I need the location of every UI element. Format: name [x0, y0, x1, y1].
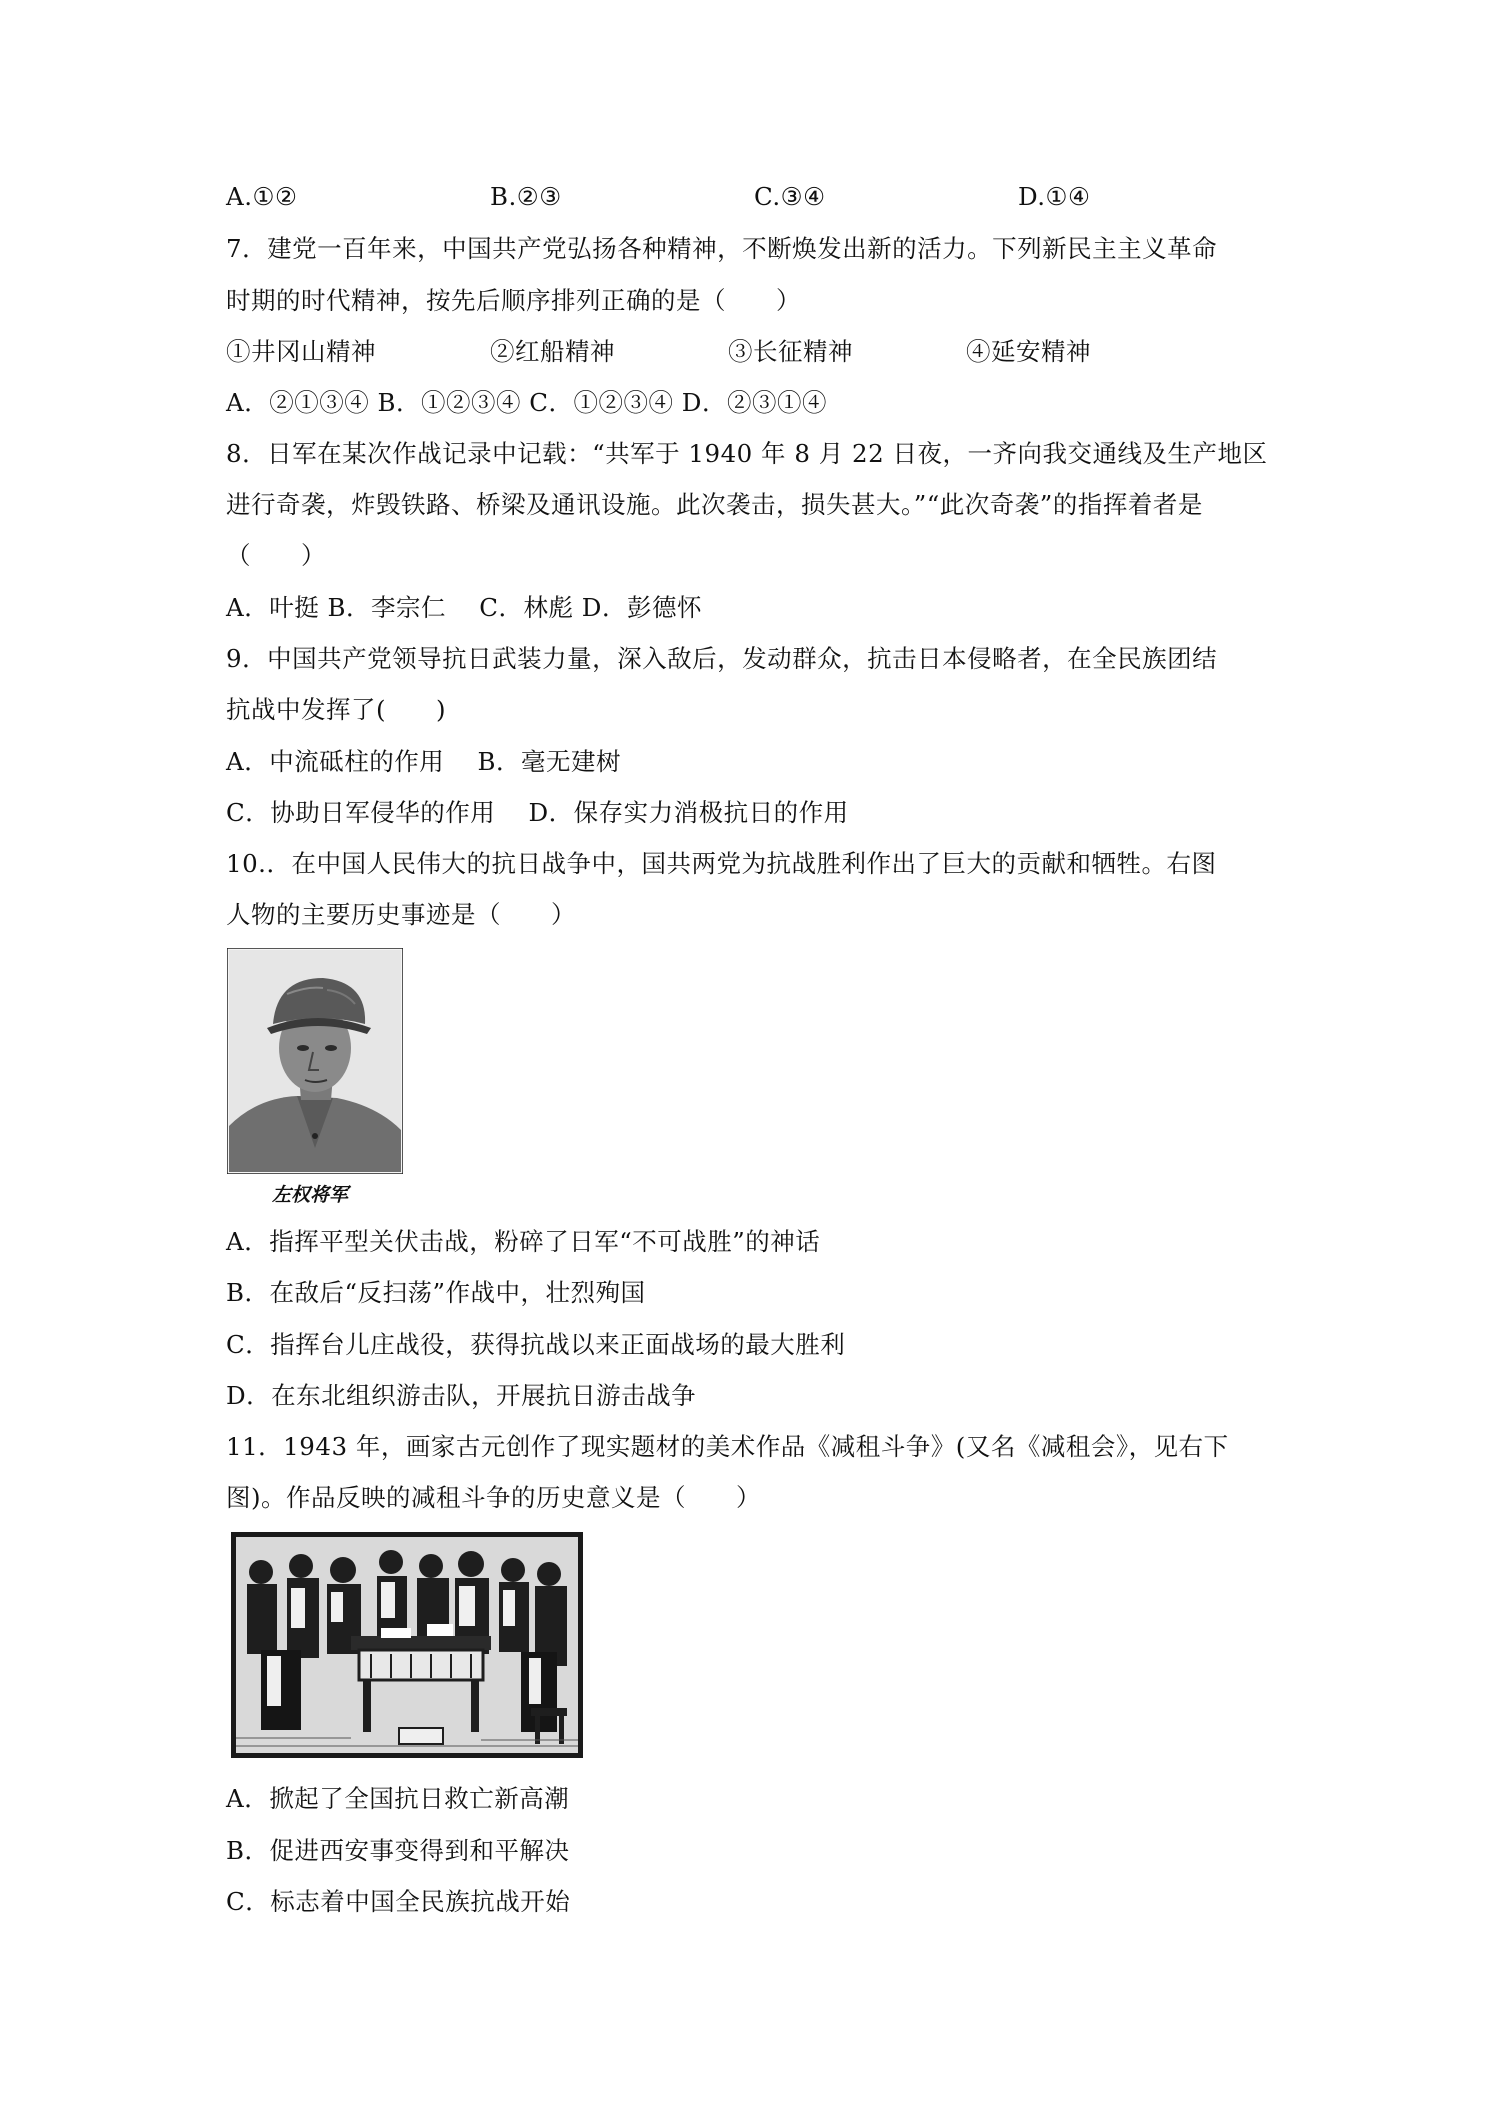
q7-item-3: ③长征精神 — [728, 337, 853, 366]
q9-stem-line-1: 9．中国共产党领导抗日武装力量，深入敌后，发动群众，抗击日本侵略者，在全民族团结 — [226, 644, 1218, 673]
q8-stem-line-1: 8．日军在某次作战记录中记载：“共军于 1940 年 8 月 22 日夜，一齐向我交通线及生产地区 — [226, 439, 1268, 468]
q7-item-2: ②红船精神 — [490, 337, 615, 366]
q10-option-d: D．在东北组织游击队，开展抗日游击战争 — [226, 1381, 697, 1410]
q10-stem-line-1: 10.．在中国人民伟大的抗日战争中，国共两党为抗战胜利作出了巨大的贡献和牺牲。右图 — [226, 849, 1217, 878]
q10-option-b: B．在敌后“反扫荡”作战中，壮烈殉国 — [226, 1278, 646, 1307]
q6-option-d: D.①④ — [1018, 182, 1091, 211]
woodcut-image — [231, 1532, 583, 1758]
q11-stem-line-1: 11．1943 年，画家古元创作了现实题材的美术作品《减租斗争》(又名《减租会》，见右下 — [226, 1432, 1229, 1461]
q10-option-c: C．指挥台儿庄战役，获得抗战以来正面战场的最大胜利 — [226, 1330, 846, 1359]
q11-stem-line-2: 图)。作品反映的减租斗争的历史意义是（ ） — [226, 1483, 762, 1512]
woodcut-print — [231, 1532, 583, 1758]
q6-option-b: B.②③ — [490, 182, 562, 211]
q10-stem-line-2: 人物的主要历史事迹是（ ） — [226, 900, 576, 929]
q7-item-4: ④延安精神 — [966, 337, 1091, 366]
q7-stem-line-1: 7．建党一百年来，中国共产党弘扬各种精神，不断焕发出新的活力。下列新民主主义革命 — [226, 234, 1218, 263]
q6-option-a: A.①② — [226, 182, 298, 211]
q7-item-1: ①井冈山精神 — [226, 337, 376, 366]
q11-option-c: C．标志着中国全民族抗战开始 — [226, 1887, 571, 1916]
q8-stem-line-2: 进行奇袭，炸毁铁路、桥梁及通讯设施。此次袭击，损失甚大。”“此次奇袭”的指挥着者是 — [226, 490, 1203, 519]
q11-option-a: A．掀起了全国抗日救亡新高潮 — [226, 1784, 570, 1813]
portrait-image — [227, 948, 403, 1174]
q9-options-ab: A．中流砥柱的作用 B．毫无建树 — [226, 747, 621, 776]
q10-option-a: A．指挥平型关伏击战，粉碎了日军“不可战胜”的神话 — [226, 1227, 821, 1256]
portrait-caption: 左权将军 — [272, 1184, 349, 1206]
q6-option-c: C.③④ — [754, 182, 826, 211]
q7-options: A．②①③④ B．①②③④ C．①②③④ D．②③①④ — [226, 388, 827, 417]
q9-stem-line-2: 抗战中发挥了( ) — [226, 695, 447, 724]
q7-stem-line-2: 时期的时代精神，按先后顺序排列正确的是（ ） — [226, 286, 801, 315]
q8-stem-line-3: （ ） — [226, 541, 326, 570]
q9-options-cd: C．协助日军侵华的作用 D．保存实力消极抗日的作用 — [226, 798, 849, 827]
portrait-photo — [227, 948, 403, 1174]
q11-option-b: B．促进西安事变得到和平解决 — [226, 1836, 570, 1865]
q8-options: A．叶挺 B．李宗仁 C．林彪 D．彭德怀 — [226, 593, 702, 622]
